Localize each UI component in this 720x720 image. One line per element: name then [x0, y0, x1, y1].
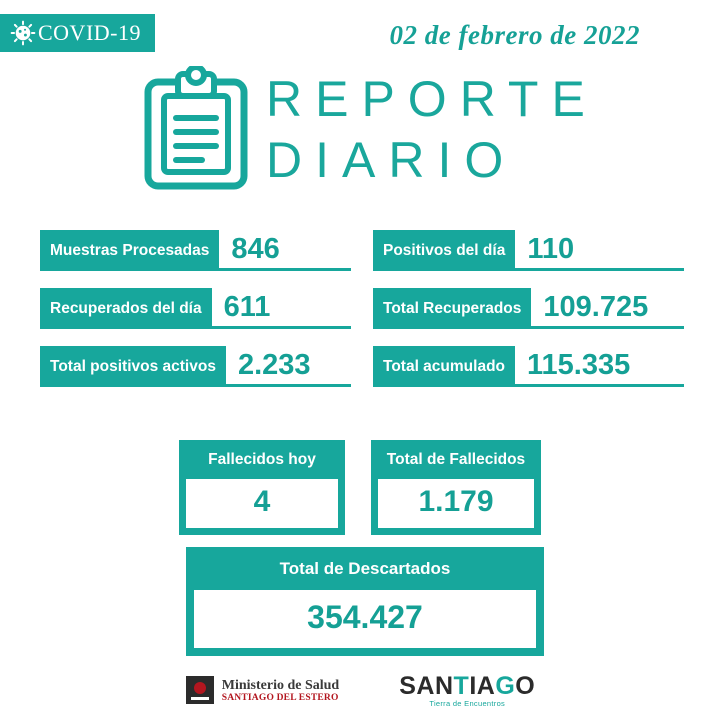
stat-value-wrap	[219, 230, 351, 271]
discarded-title: Total de Descartados	[279, 559, 451, 578]
stat-value: 2.233	[237, 348, 311, 381]
death-title: Total de Fallecidos	[386, 451, 526, 468]
page-title-line-2: DIARIO	[266, 132, 517, 188]
clipboard-icon	[140, 66, 252, 191]
stat-value-wrap	[515, 346, 684, 387]
page-title-line-1: REPORTE	[266, 71, 598, 127]
stat-recuperados-del-dia	[40, 288, 351, 329]
stat-label: Total acumulado	[373, 346, 515, 387]
stat-total-descartados	[186, 547, 544, 656]
stat-value-wrap	[212, 288, 351, 329]
stat-value: 611	[223, 290, 271, 323]
logo-salud-line-2: SANTIAGO DEL ESTERO	[221, 692, 339, 703]
stat-value-wrap	[515, 230, 684, 271]
stat-label: Muestras Procesadas	[40, 230, 219, 271]
logo-salud-texts	[222, 678, 339, 704]
footer	[0, 673, 720, 708]
stat-label: Total Recuperados	[373, 288, 531, 329]
death-title: Fallecidos hoy	[208, 451, 316, 468]
stat-muestras-procesadas	[40, 230, 351, 271]
stat-value-wrap	[531, 288, 684, 329]
stat-positivos-del-dia	[373, 230, 684, 271]
logo-santiago-part-1: SAN	[399, 671, 454, 700]
logo-santiago-part-2: T	[453, 671, 470, 700]
logo-santiago-tagline: Tierra de Encuentros	[429, 699, 506, 709]
logo-salud-line-1: Ministerio de Salud	[221, 677, 340, 693]
stat-value: 115.335	[527, 348, 631, 381]
covid-badge-label: COVID-19	[38, 20, 141, 45]
logo-santiago-part-5: O	[515, 671, 536, 700]
stat-total-recuperados	[373, 288, 684, 329]
title-block	[266, 70, 598, 190]
stat-value: 110	[527, 232, 575, 265]
logo-santiago	[399, 673, 535, 708]
stat-label: Positivos del día	[373, 230, 515, 271]
report-date: 02 de febrero de 2022	[389, 20, 640, 50]
stat-total-positivos-activos	[40, 346, 351, 387]
stat-fallecidos-hoy	[179, 440, 345, 535]
stat-value: 109.725	[543, 290, 649, 323]
stat-value: 846	[231, 232, 280, 265]
ministry-seal-icon	[185, 675, 215, 705]
logo-santiago-part-3: IA	[469, 671, 496, 700]
discarded-value: 354.427	[194, 590, 536, 648]
death-value: 4	[186, 479, 338, 528]
covid-badge	[0, 14, 155, 52]
logo-ministerio-salud	[185, 675, 339, 705]
stat-total-fallecidos	[371, 440, 541, 535]
report-header	[140, 62, 598, 191]
logo-santiago-name	[399, 673, 535, 699]
stat-value-wrap	[226, 346, 351, 387]
stat-label: Total positivos activos	[40, 346, 226, 387]
stats-grid	[40, 230, 684, 387]
virus-icon	[10, 20, 36, 46]
logo-santiago-part-4: G	[495, 671, 516, 700]
deaths-row	[0, 440, 720, 535]
death-value: 1.179	[378, 479, 534, 528]
stat-label: Recuperados del día	[40, 288, 212, 329]
stat-total-acumulado	[373, 346, 684, 387]
